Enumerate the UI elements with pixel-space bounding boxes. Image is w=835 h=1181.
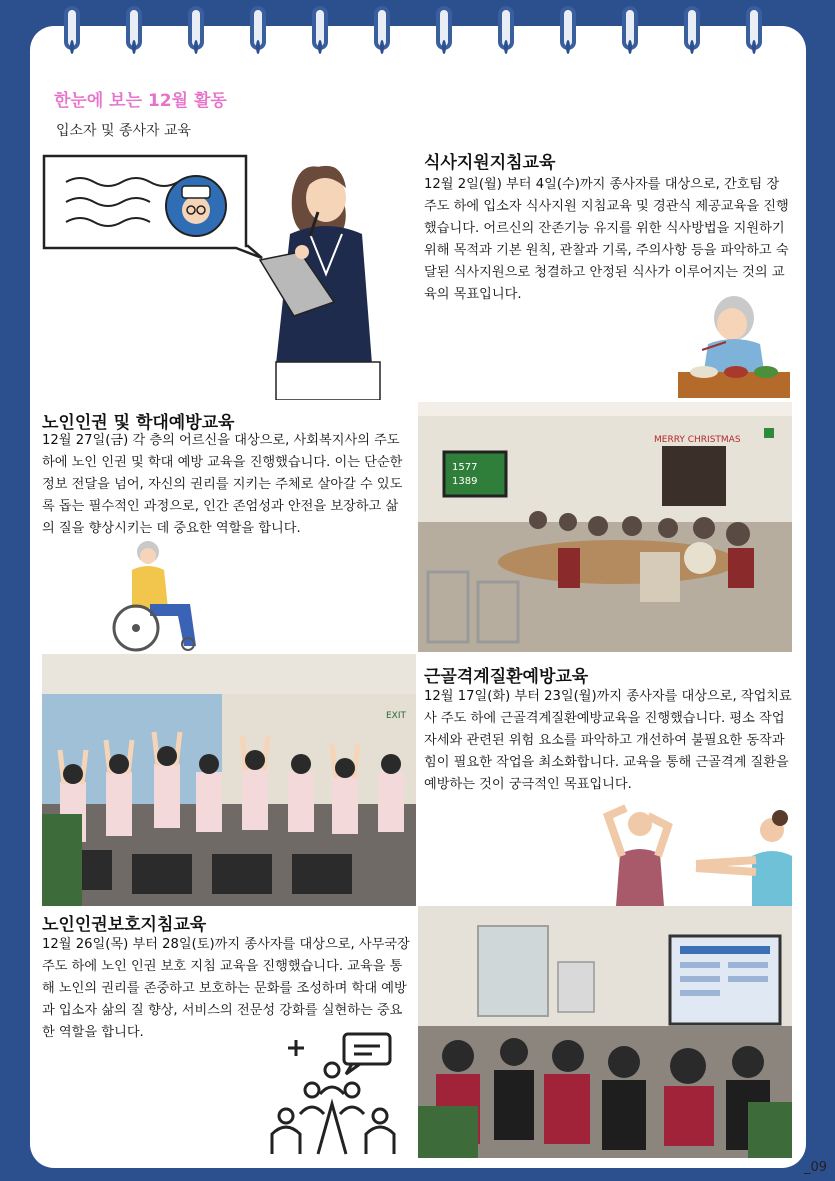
page-subtitle: 입소자 및 종사자 교육: [56, 123, 192, 139]
wheelchair-illustration: [106, 538, 210, 654]
photo-staff-lecture: [418, 906, 792, 1158]
section-title-human-rights: 노인인권 및 학대예방교육: [42, 413, 235, 433]
section-title-meal-support: 식사지원지침교육: [424, 153, 556, 173]
nurse-illustration: [40, 130, 400, 400]
photo-stretching-class: [42, 654, 416, 906]
phone-number-line1: 1577: [452, 462, 478, 473]
page-title: 한눈에 보는 12월 활동: [54, 91, 227, 111]
section-title-musculoskeletal: 근골격계질환예방교육: [424, 667, 589, 687]
section-body-human-rights: 12월 27일(금) 각 층의 어르신을 대상으로, 사회복지사의 주도 하에 노인 인권 및 학대 예방 교육을 진행했습니다. 이는 단순한 정보 전달을 넘어, 자신의 권리를 지키는 주체로 살아갈 수 있도록 돕는 필수적인 과정으로, 인간 존엄성과 안전을 보장하고 삶의 질을 향상시키는 데 중요한 역할을 합니다.: [42, 433, 403, 536]
elderly-eating-illustration: [674, 280, 794, 400]
section-body-musculoskeletal: 12월 17일(화) 부터 23일(월)까지 종사자를 대상으로, 작업치료사 주도 하에 근골격계질환예방교육을 진행했습니다. 평소 작업자세와 관련된 위험 요소를 파악하고 개선하여 불필요한 동작과 힘이 필요한 작업을 최소화합니다. 교육을 통해 근골격계 질환을 예방하는 것이 궁극적인 목표입니다.: [424, 689, 792, 792]
notebook-page: [30, 26, 806, 1168]
exit-sign: EXIT: [386, 711, 407, 721]
section-title-rights-protection: 노인인권보호지침교육: [42, 915, 207, 935]
stretching-illustration: [596, 794, 796, 906]
page-number: _09: [803, 1160, 827, 1175]
christmas-banner: MERRY CHRISTMAS: [654, 435, 741, 445]
audience-icon: [262, 1030, 408, 1158]
phone-number-line2: 1389: [452, 476, 478, 487]
photo-residents-education: [418, 402, 792, 652]
section-body-rights-protection: 12월 26일(목) 부터 28일(토)까지 종사자를 대상으로, 사무국장 주도 하에 노인 인권 보호 지침 교육을 진행했습니다. 교육을 통해 노인의 권리를 존중하고 보호하는 문화를 조성하며 학대 예방과 입소자 삶의 질 향상, 서비스의 전문성 강화를 실현하는 중요한 역할을 합니다.: [42, 937, 410, 1040]
section-body-meal-support: 12월 2일(월) 부터 4일(수)까지 종사자를 대상으로, 간호팀 장 주도 하에 입소자 식사지원 지침교육 및 경관식 제공교육을 진행했습니다. 어르신의 잔존기능 유지를 위한 식사방법을 지원하기 위해 목적과 기본 원칙, 관찰과 기록, 주의사항 등을 파악하고 숙달된 식사지원으로 청결하고 안정된 식사가 이루어지는 것의 교육의 목표입니다.: [424, 177, 789, 302]
